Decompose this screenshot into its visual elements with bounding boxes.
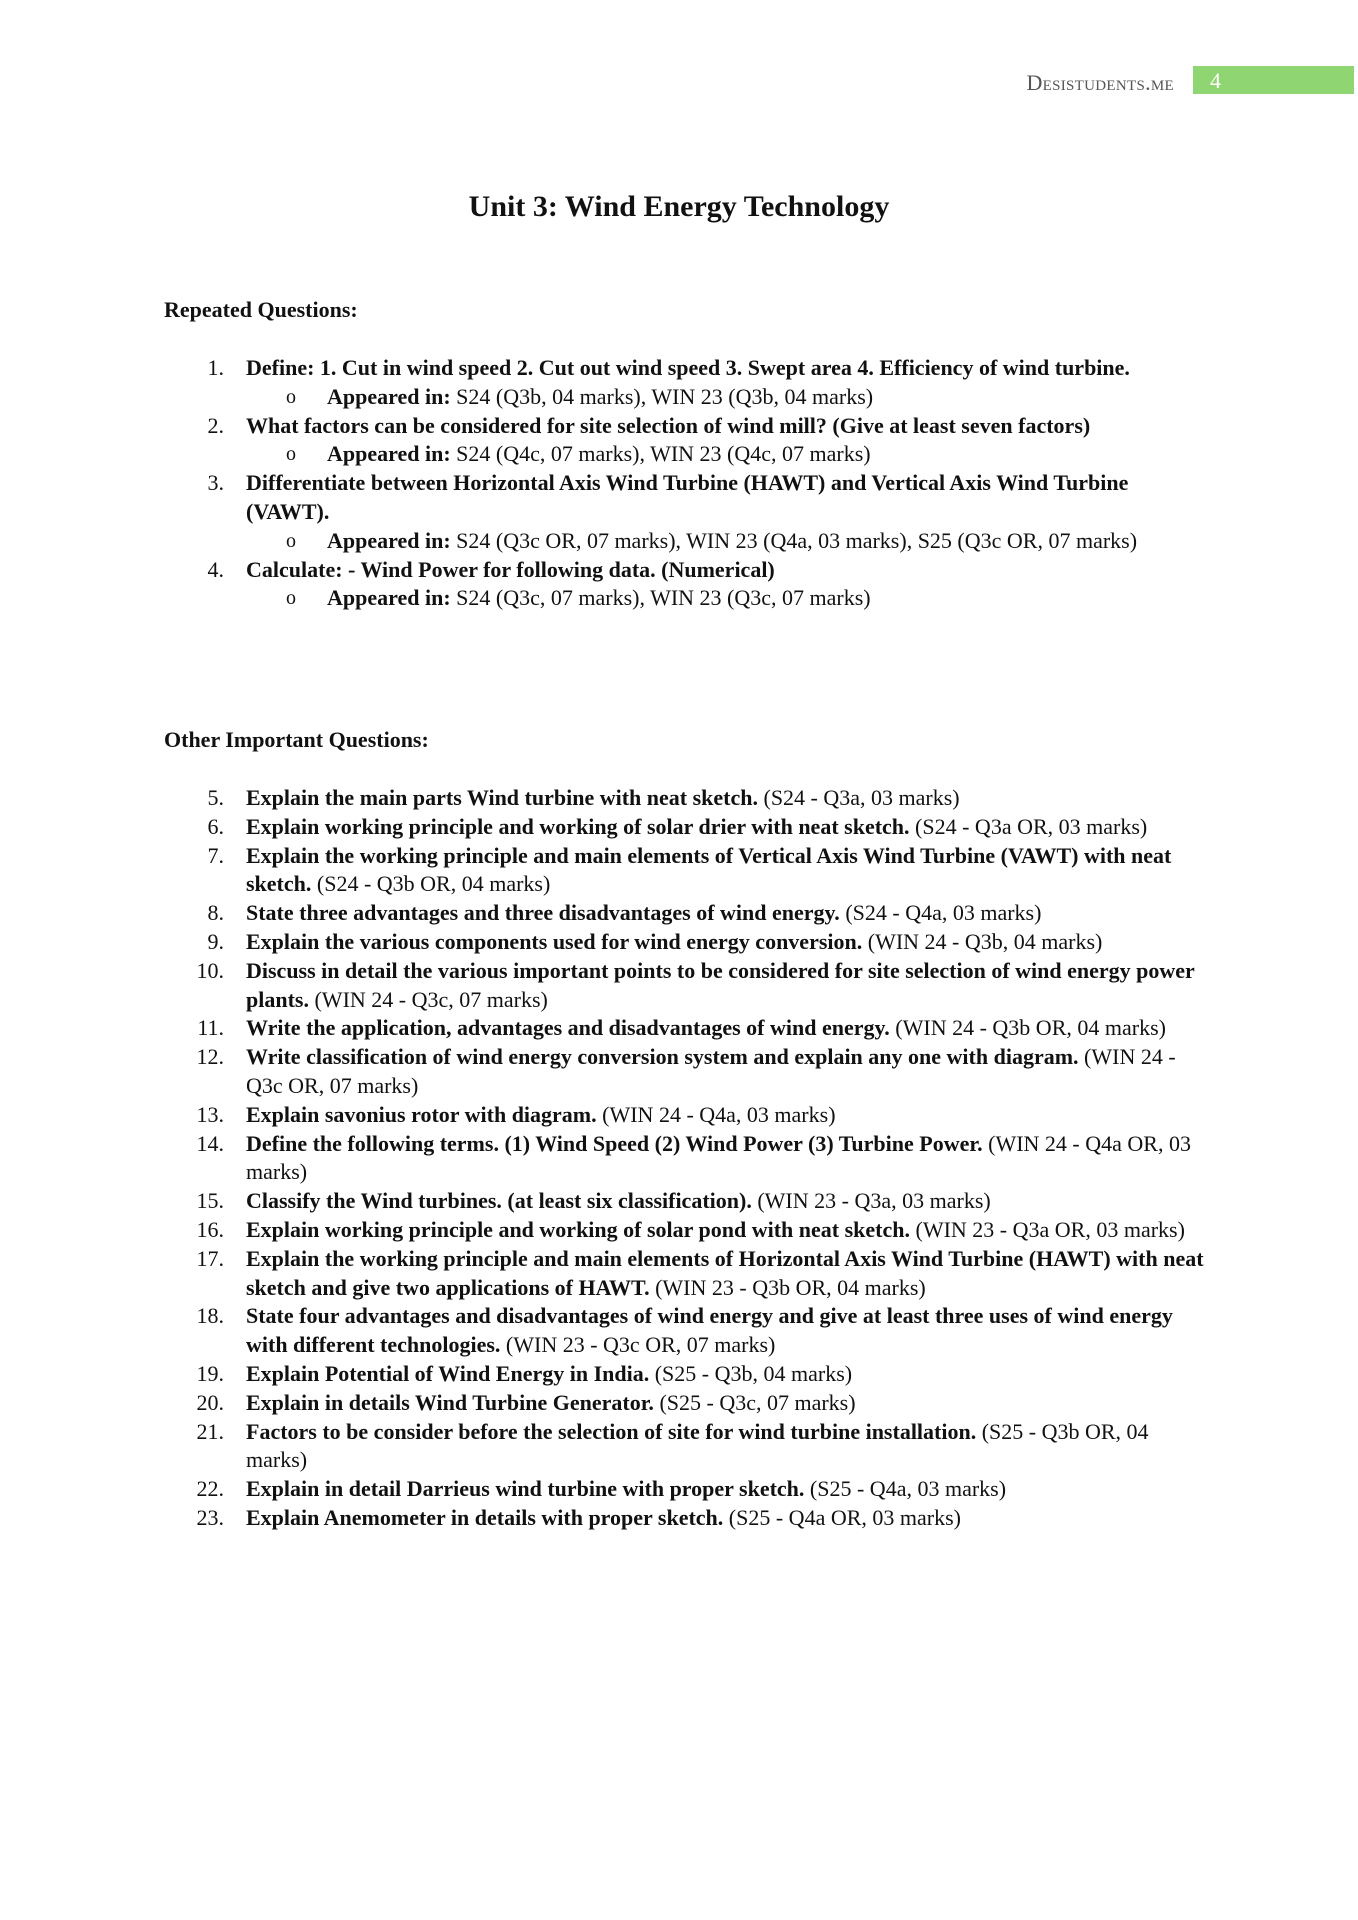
- list-item: [164, 1216, 1204, 1245]
- question-ref: (WIN 24 - Q3c, 07 marks): [308, 986, 548, 1012]
- appeared-value: S24 (Q3c OR, 07 marks), WIN 23 (Q4a, 03 marks), S25 (Q3c OR, 07 marks): [450, 527, 1138, 553]
- question-ref: (WIN 24 - Q3c OR, 07 marks): [246, 1044, 1176, 1098]
- appeared-label: Appeared in:: [327, 441, 451, 467]
- question-ref: (WIN 24 - Q4a, 03 marks): [596, 1101, 836, 1127]
- question-text: Classify the Wind turbines. (at least six classification).: [246, 1188, 752, 1214]
- list-item: [164, 957, 1204, 1015]
- question-ref: (S24 - Q3b OR, 04 marks): [311, 871, 551, 897]
- appeared-label: Appeared in:: [327, 585, 451, 611]
- repeated-questions-list: [164, 354, 1204, 613]
- appeared-in: [164, 527, 1204, 556]
- list-item: [164, 1187, 1204, 1216]
- item-number: 23.: [196, 1504, 224, 1530]
- question-text: Explain the working principle and main elements of Horizontal Axis Wind Turbine (HAWT) with neat sketch and give two applications of HAWT.: [246, 1245, 1204, 1300]
- question-ref: (S24 - Q3a OR, 03 marks): [909, 813, 1148, 839]
- appeared-in: [164, 383, 1204, 412]
- item-number: 16.: [196, 1216, 224, 1242]
- item-number: 18.: [196, 1303, 224, 1329]
- question-ref: (S25 - Q3c, 07 marks): [653, 1389, 856, 1415]
- bullet-icon: o: [286, 385, 296, 408]
- list-item: [164, 354, 1204, 383]
- question-text: Explain Potential of Wind Energy in India.: [246, 1360, 650, 1386]
- page-number-tab: [1193, 66, 1354, 94]
- list-item: [164, 412, 1204, 441]
- question-ref: (S24 - Q3a, 03 marks): [758, 785, 960, 810]
- question-ref: (WIN 23 - Q3a, 03 marks): [751, 1188, 991, 1214]
- list-item: [164, 1130, 1204, 1188]
- question-text: Define: 1. Cut in wind speed 2. Cut out wind speed 3. Swept area 4. Efficiency of wind turbine.: [246, 355, 1130, 380]
- item-number: 2.: [207, 412, 224, 438]
- question-text: Explain the various components used for wind energy conversion.: [246, 928, 863, 954]
- page-title: Unit 3: Wind Energy Technology: [468, 190, 890, 223]
- question-ref: (S25 - Q3b OR, 04 marks): [246, 1418, 1149, 1473]
- question-ref: (S25 - Q4a, 03 marks): [804, 1476, 1007, 1502]
- question-text: Write the application, advantages and disadvantages of wind energy.: [246, 1015, 890, 1041]
- list-item: [164, 469, 1204, 527]
- item-number: 10.: [196, 957, 224, 983]
- question-text: Explain in detail Darrieus wind turbine with proper sketch.: [246, 1476, 805, 1502]
- item-number: 21.: [196, 1418, 224, 1444]
- question-text: Explain the main parts Wind turbine with neat sketch.: [246, 785, 758, 810]
- list-item: [164, 813, 1204, 842]
- item-number: 15.: [196, 1188, 224, 1214]
- question-ref: (WIN 24 - Q4a OR, 03 marks): [246, 1130, 1191, 1185]
- question-text: Define the following terms. (1) Wind Speed (2) Wind Power (3) Turbine Power.: [246, 1130, 983, 1156]
- list-item: [164, 1504, 1204, 1533]
- site-name: Desistudents.me: [1026, 70, 1174, 95]
- list-item: [164, 784, 1204, 813]
- list-item: [164, 928, 1204, 957]
- question-ref: (WIN 24 - Q3b OR, 04 marks): [889, 1015, 1166, 1041]
- question-text: Discuss in detail the various important points to be considered for site selection of wind energy power plants.: [246, 957, 1195, 1012]
- appeared-in: [164, 584, 1204, 613]
- bullet-icon: o: [286, 529, 296, 552]
- appeared-value: S24 (Q4c, 07 marks), WIN 23 (Q4c, 07 marks): [450, 441, 871, 467]
- item-number: 20.: [196, 1389, 224, 1415]
- question-ref: (S25 - Q4a OR, 03 marks): [723, 1504, 961, 1530]
- list-item: [164, 1014, 1204, 1043]
- appeared-label: Appeared in:: [327, 383, 451, 409]
- list-item: [164, 1043, 1204, 1101]
- question-text: Explain savonius rotor with diagram.: [246, 1101, 597, 1127]
- page-number: 4: [1210, 68, 1221, 93]
- question-text: Explain Anemometer in details with proper sketch.: [246, 1504, 724, 1530]
- list-item: [164, 899, 1204, 928]
- question-text: Explain in details Wind Turbine Generator.: [246, 1389, 654, 1415]
- item-number: 6.: [207, 813, 224, 839]
- item-number: 9.: [207, 928, 224, 954]
- question-text: State three advantages and three disadvantages of wind energy.: [246, 900, 840, 926]
- item-number: 14.: [196, 1130, 224, 1156]
- other-questions-list: [164, 784, 1204, 1533]
- list-item: [164, 1475, 1204, 1504]
- question-ref: (S24 - Q4a, 03 marks): [839, 900, 1042, 926]
- question-ref: (WIN 23 - Q3c OR, 07 marks): [500, 1332, 776, 1358]
- item-number: 7.: [207, 842, 224, 868]
- question-text: State four advantages and disadvantages of wind energy and give at least three uses of wind energy with different technologies.: [246, 1303, 1173, 1358]
- item-number: 22.: [196, 1476, 224, 1502]
- list-item: [164, 556, 1204, 585]
- bullet-icon: o: [286, 443, 296, 466]
- question-text: Write classification of wind energy conversion system and explain any one with diagram.: [246, 1044, 1079, 1070]
- section-heading-repeated: Repeated Questions:: [164, 297, 358, 322]
- item-number: 3.: [207, 470, 224, 496]
- page-header: [0, 66, 1358, 96]
- appeared-value: S24 (Q3c, 07 marks), WIN 23 (Q3c, 07 marks): [450, 585, 871, 611]
- appeared-value: S24 (Q3b, 04 marks), WIN 23 (Q3b, 04 marks): [450, 383, 874, 409]
- question-text: Calculate: - Wind Power for following data. (Numerical): [246, 556, 775, 582]
- list-item: [164, 1101, 1204, 1130]
- bullet-icon: o: [286, 587, 296, 610]
- question-ref: (WIN 23 - Q3a OR, 03 marks): [910, 1216, 1185, 1242]
- question-text: What factors can be considered for site selection of wind mill? (Give at least seven factors): [246, 412, 1091, 438]
- question-ref: (WIN 24 - Q3b, 04 marks): [862, 928, 1103, 954]
- question-text: Explain working principle and working of solar pond with neat sketch.: [246, 1216, 910, 1242]
- question-ref: (S25 - Q3b, 04 marks): [649, 1360, 853, 1386]
- item-number: 4.: [207, 556, 224, 582]
- question-text: Explain the working principle and main elements of Vertical Axis Wind Turbine (VAWT) with neat sketch.: [246, 842, 1172, 897]
- question-text: Explain working principle and working of solar drier with neat sketch.: [246, 813, 910, 839]
- question-ref: (WIN 23 - Q3b OR, 04 marks): [649, 1274, 926, 1300]
- section-heading-other: Other Important Questions:: [164, 727, 429, 752]
- item-number: 13.: [196, 1101, 224, 1127]
- item-number: 8.: [207, 900, 224, 926]
- appeared-in: [164, 440, 1204, 469]
- item-number: 11.: [197, 1015, 224, 1041]
- appeared-label: Appeared in:: [327, 527, 451, 553]
- list-item: [164, 1389, 1204, 1418]
- item-number: 5.: [207, 785, 224, 810]
- list-item: [164, 842, 1204, 900]
- list-item: [164, 1418, 1204, 1476]
- list-item: [164, 1245, 1204, 1303]
- item-number: 19.: [196, 1360, 224, 1386]
- item-number: 12.: [196, 1044, 224, 1070]
- question-text: Factors to be consider before the selection of site for wind turbine installation.: [246, 1418, 977, 1444]
- list-item: [164, 1302, 1204, 1360]
- list-item: [164, 1360, 1204, 1389]
- item-number: 1.: [207, 355, 224, 380]
- question-text: Differentiate between Horizontal Axis Wind Turbine (HAWT) and Vertical Axis Wind Turbine (VAWT).: [246, 470, 1129, 524]
- item-number: 17.: [196, 1245, 224, 1271]
